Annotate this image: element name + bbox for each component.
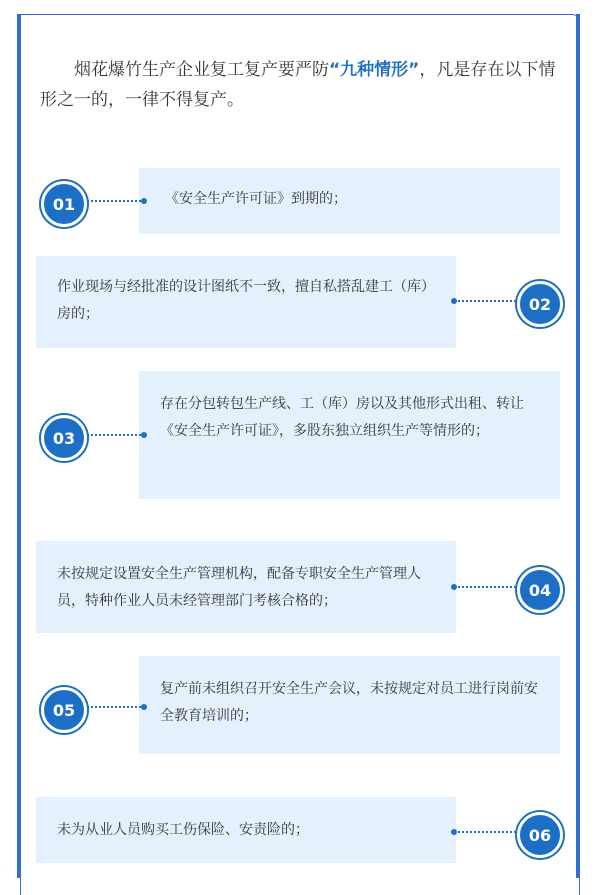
list-item-03-connector — [84, 434, 144, 436]
list-item-01-connector — [84, 200, 144, 202]
intro-paragraph — [40, 55, 565, 115]
list-item-06-card — [36, 797, 456, 863]
list-item-06-connector-end — [451, 829, 457, 835]
list-item-05-connector-end — [141, 704, 147, 710]
list-item-03-connector-end — [141, 432, 147, 438]
list-item-06-connector — [454, 831, 520, 833]
list-item-02-text: 作业现场与经批准的设计图纸不一致，擅自私搭乱建工（库）房的； — [57, 279, 435, 322]
intro-text-after: ，凡是存在以下情形之一的，一律不得复产。 — [40, 60, 556, 110]
list-item-05-card — [139, 656, 560, 754]
list-item-06-badge: 06 — [517, 812, 563, 858]
list-item-02-badge: 02 — [517, 281, 563, 327]
list-item-02-card — [36, 256, 456, 348]
list-item-05-connector — [84, 706, 144, 708]
list-item-01-badge: 01 — [41, 181, 87, 227]
list-item-02-connector-end — [451, 298, 457, 304]
list-item-03-card — [139, 371, 560, 499]
list-item-04-card — [36, 541, 456, 633]
list-item-05-badge: 05 — [41, 687, 87, 733]
intro-text-before: 烟花爆竹生产企业复工复产要严防 — [74, 60, 329, 80]
list-item-04-connector-end — [451, 584, 457, 590]
frame-right-border — [576, 14, 580, 878]
list-item-01-card — [139, 168, 560, 234]
list-item-05-text: 复产前未组织召开安全生产会议，未按规定对员工进行岗前安全教育培训的； — [160, 681, 538, 724]
list-item-04-badge: 04 — [517, 567, 563, 613]
list-item-04-connector — [454, 586, 520, 588]
list-item-03-text: 存在分包转包生产线、工（库）房以及其他形式出租、转让《安全生产许可证》，多股东独立组织生产等情形的； — [160, 396, 524, 439]
list-item-01-text: 《安全生产许可证》到期的； — [165, 191, 347, 207]
frame-left-border — [17, 14, 21, 878]
list-item-06-text: 未为从业人员购买工伤保险、安责险的； — [57, 822, 309, 838]
intro-highlight: “九种情形” — [329, 60, 420, 80]
list-item-03-badge: 03 — [41, 415, 87, 461]
list-item-04-text: 未按规定设置安全生产管理机构，配备专职安全生产管理人员，特种作业人员未经管理部门考核合格的； — [57, 566, 421, 609]
list-item-01-connector-end — [141, 198, 147, 204]
list-item-02-connector — [454, 300, 520, 302]
